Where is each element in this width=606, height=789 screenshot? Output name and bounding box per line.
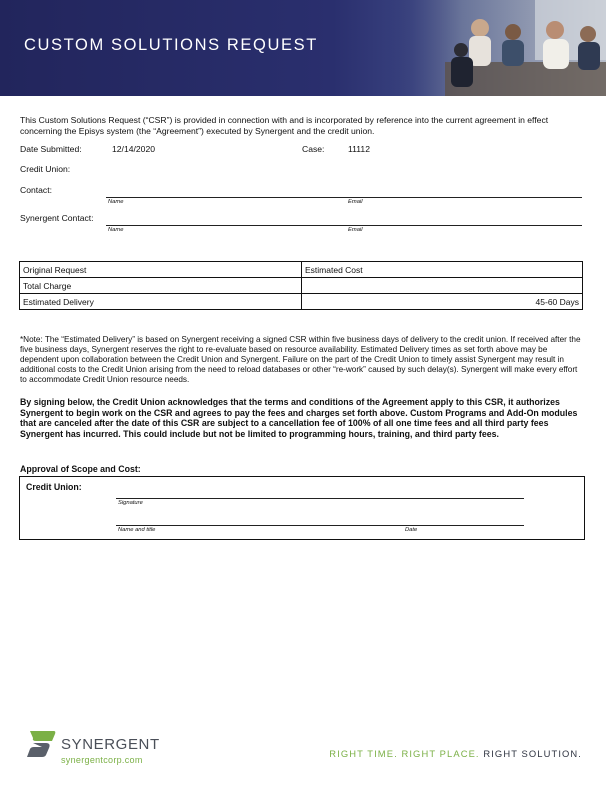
table-row bbox=[20, 262, 583, 278]
signature-caption: Signature bbox=[118, 500, 143, 506]
header-banner bbox=[0, 0, 606, 96]
synergent-contact-label: Synergent Contact: bbox=[20, 213, 94, 223]
case-value: 11112 bbox=[348, 144, 370, 154]
table-cell-value: 45-60 Days bbox=[302, 294, 583, 310]
table-cell-label: Total Charge bbox=[20, 278, 302, 294]
tagline bbox=[329, 748, 582, 759]
page-title: CUSTOM SOLUTIONS REQUEST bbox=[24, 36, 318, 54]
tagline-dark: RIGHT SOLUTION. bbox=[483, 748, 582, 759]
synergent-contact-name-caption: Name bbox=[108, 227, 124, 233]
cost-table bbox=[19, 261, 583, 310]
signature-line[interactable] bbox=[116, 498, 524, 499]
table-cell-value: Estimated Cost bbox=[302, 262, 583, 278]
credit-union-label: Credit Union: bbox=[20, 164, 71, 174]
synergent-logo-icon bbox=[24, 727, 58, 761]
case-label: Case: bbox=[302, 144, 325, 154]
meeting-photo bbox=[385, 0, 606, 96]
approval-credit-union-label: Credit Union: bbox=[26, 482, 82, 492]
table-cell-value[interactable] bbox=[302, 278, 583, 294]
contact-field-line[interactable] bbox=[106, 197, 582, 198]
synergent-contact-email-caption: Email bbox=[348, 227, 363, 233]
tagline-green: RIGHT TIME. RIGHT PLACE. bbox=[329, 748, 480, 759]
table-row bbox=[20, 278, 583, 294]
table-row bbox=[20, 294, 583, 310]
approval-heading: Approval of Scope and Cost: bbox=[20, 464, 141, 474]
footer-url-link[interactable]: synergentcorp.com bbox=[61, 755, 143, 765]
date-caption: Date bbox=[405, 527, 418, 533]
table-cell-label: Original Request bbox=[20, 262, 302, 278]
approval-box bbox=[19, 476, 585, 540]
synergent-contact-field-line[interactable] bbox=[106, 225, 582, 226]
contact-email-caption: Email bbox=[348, 199, 363, 205]
intro-paragraph: This Custom Solutions Request (“CSR”) is provided in connection with and is incorporated by reference into the current agreement in effect concerning the Episys system (the “Agreement”) executed by Synergent and the credit union. bbox=[20, 115, 549, 136]
table-cell-label: Estimated Delivery bbox=[20, 294, 302, 310]
delivery-note: *Note: The “Estimated Delivery” is based on Synergent receiving a signed CSR within five business days of delivery to the credit union. If received after the five business days, Synergent reserves the right to re-evaluate based on resource availability. Estimated Delivery times as set forth above may be dependent upon collaboration between the Credit Union and Synergent. Failure on the part of the Credit Union to timely assist Synergent may result in additional costs to the Credit Union arising from the need to reload databases or other “re-work” caused by such delay(s). Synergent will make every effort to accommodate Credit Union resource needs. bbox=[20, 335, 581, 384]
contact-label: Contact: bbox=[20, 185, 53, 195]
date-submitted-value: 12/14/2020 bbox=[112, 144, 156, 154]
date-submitted-label: Date Submitted: bbox=[20, 144, 82, 154]
contact-name-caption: Name bbox=[108, 199, 124, 205]
acknowledgement-paragraph: By signing below, the Credit Union acknowledges that the terms and conditions of the Agreement apply to this CSR, it authorizes Synergent to begin work on the CSR and agrees to pay the fees and charges set forth above. Custom Programs and Add-On modules that are canceled after the date of this CSR are subject to a cancellation fee of 100% of all one time fees and all third party fees Synergent has incurred. This could include but not be limited to programming hours, training, and third party fees. bbox=[20, 397, 578, 439]
logo-wordmark: SYNERGENT bbox=[61, 736, 160, 753]
name-title-caption: Name and title bbox=[118, 527, 156, 533]
name-title-date-line[interactable] bbox=[116, 525, 524, 526]
